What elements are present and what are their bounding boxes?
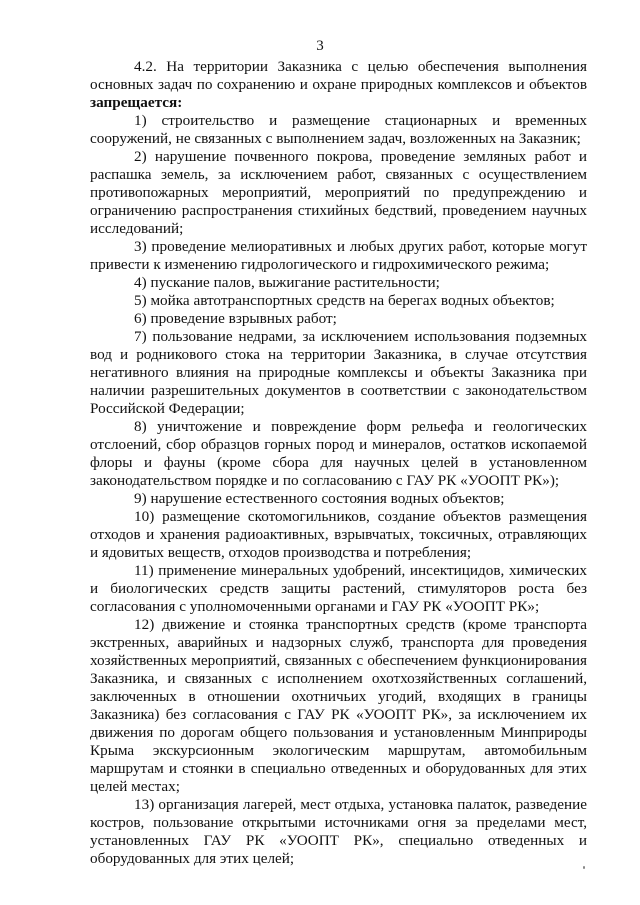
list-item: 3) проведение мелиоративных и любых других работ, которые могут привести к изменению гидрологического и гидрохимического режима; [90,238,587,273]
list-item: 7) пользование недрами, за исключением использования подземных вод и родникового стока на территории Заказника, в случае отсутствия негативного влияния на природные комплексы и объекты Заказника при наличии разрешительных документов в соответствии с законодательством Российской Федерации; [90,328,587,417]
list-item: 10) размещение скотомогильников, создание объектов размещения отходов и хранения радиоактивных, взрывчатых, токсичных, отравляющих и ядовитых веществ, отходов производства и потребления; [90,508,587,561]
list-item: 11) применение минеральных удобрений, инсектицидов, химических и биологических средств защиты растений, стимуляторов роста без согласования с уполномоченными органами и ГАУ РК «УООПТ РК»; [90,562,587,615]
list-item: 13) организация лагерей, мест отдыха, установка палаток, разведение костров, пользование открытыми источниками огня за пределами мест, установленных ГАУ РК «УООПТ РК», специально отведенных и оборудованных для этих целей; [90,796,587,867]
section-intro-bold: запрещается: [90,94,183,111]
list-item: 2) нарушение почвенного покрова, проведение земляных работ и распашка земель, за исключением работ, связанных с осуществлением противопожарных мероприятий, мероприятий по предупреждению и ограничению распространения стихийных бедствий, проведением научных исследований; [90,148,587,237]
list-item: 1) строительство и размещение стационарных и временных сооружений, не связанных с выполнением задач, возложенных на Заказник; [90,112,587,147]
section-intro [90,58,587,112]
list-item: 4) пускание палов, выжигание растительности; [134,274,440,291]
list-item: 5) мойка автотранспортных средств на берегах водных объектов; [134,292,555,309]
scan-speck [583,866,585,869]
section-intro-text: 4.2. На территории Заказника с целью обеспечения выполнения основных задач по сохранению и охране природных комплексов и объектов [90,58,587,93]
document-body [90,58,587,868]
list-item: 8) уничтожение и повреждение форм рельефа и геологических отслоений, сбор образцов горных пород и минералов, остатков ископаемой флоры и фауны (кроме сбора для научных целей в установленном законодательством порядке и по согласованию с ГАУ РК «УООПТ РК»); [90,418,587,489]
list-item: 6) проведение взрывных работ; [134,310,337,327]
page-number: 3 [316,38,324,54]
list-item: 12) движение и стоянка транспортных средств (кроме транспорта экстренных, аварийных и надзорных служб, транспорта для проведения хозяйственных мероприятий, связанных с обеспечением функционирования Заказника, и связанных с исполнением охотхозяйственных соглашений, заключенных в отношении охотничьих угодий, входящих в границы Заказника) без согласования с ГАУ РК «УООПТ РК», за исключением их движения по дорогам общего пользования и установленным Минприроды Крыма экскурсионным экологическим маршрутам, автомобильным маршрутам и стоянки в специально отведенных и оборудованных для этих целей местах; [90,616,587,795]
list-item: 9) нарушение естественного состояния водных объектов; [134,490,505,507]
